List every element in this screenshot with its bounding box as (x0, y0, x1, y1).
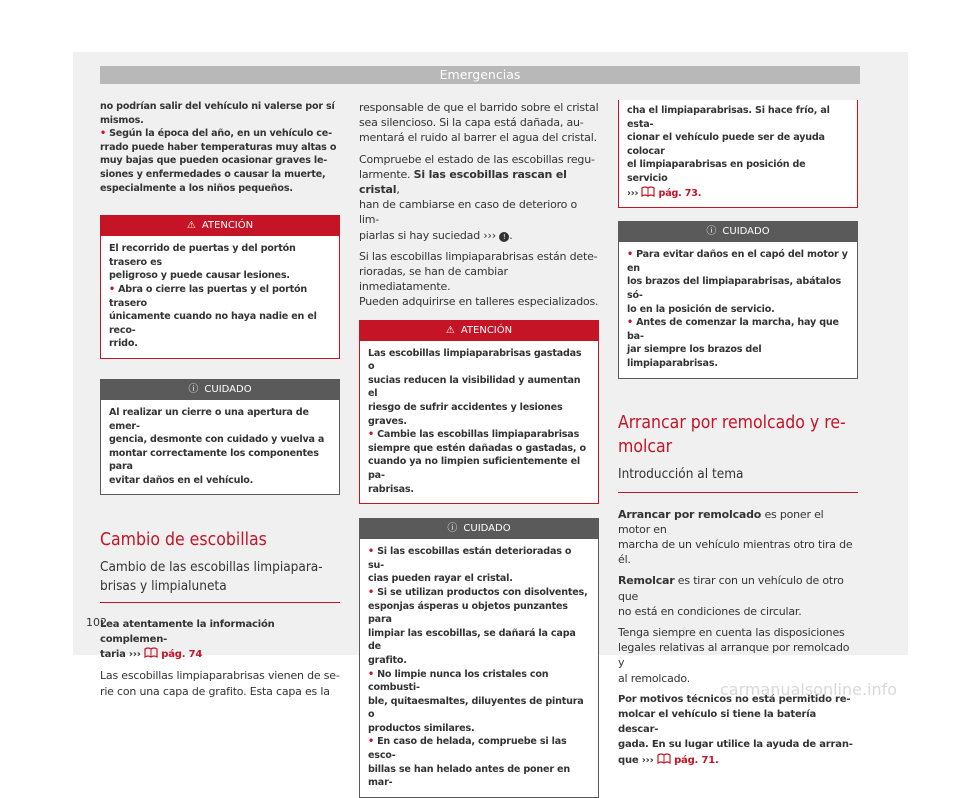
book-icon (641, 186, 655, 197)
warning-box-continued (618, 100, 858, 208)
bullet-icon: • (627, 317, 633, 329)
caution-box (618, 221, 858, 378)
info-icon: ⓘ (188, 383, 199, 395)
section-title: Arrancar por remolcado y re- molcar (618, 412, 846, 457)
bullet-icon: • (109, 283, 115, 295)
watermark: carmanualsonline.info (720, 680, 898, 699)
warning-box (359, 320, 599, 505)
caution-header: ⓘ CUIDADO (360, 519, 598, 539)
paragraph: Compruebe el estado de las escobillas regu- larmente. Si las escobillas rascan el cristal, han de cambiarse en caso de deterioro o lim- piarlas si hay suciedad ››› ! . (359, 152, 595, 242)
caution-body: Al realizar un cierre o una apertura de emer- gencia, desmonte con cuidado y vuelva a montar correctamente los componentes para evitar daños en el vehículo. (109, 406, 325, 486)
column-2 (359, 100, 599, 798)
caution-box (359, 518, 599, 798)
page-reference-link[interactable]: pág. 71. (674, 754, 719, 766)
bullet-icon: • (368, 736, 374, 748)
caution-box (100, 379, 340, 496)
book-icon (144, 647, 158, 658)
page-number: 102 (86, 616, 107, 629)
warning-box (100, 215, 340, 359)
bullet-icon: • (368, 546, 374, 558)
column-3 (618, 100, 858, 768)
paragraph: Remolcar es tirar con un vehículo de otro que no está en condiciones de circular. (618, 574, 844, 618)
warning-body: Las escobillas limpiaparabrisas gastadas o sucias reducen la visibilidad y aumentan el riesgo de sufrir accidentes y lesiones graves. • Cambie las escobillas limpiaparabrisas siempre que estén dañadas o gastadas, o cuando ya no limpien suficientemente el pa- rabrisas. (368, 347, 586, 495)
info-icon: ⓘ (447, 523, 458, 535)
info-icon: ⓘ (706, 226, 717, 238)
intro-text: no podrían salir del vehículo ni valerse por sí mismos. (100, 101, 335, 126)
read-note: Lea atentamente la información complemen- taria ››› pág. 74 (100, 619, 275, 661)
bullet-icon: • (368, 429, 374, 441)
caution-header: ⓘ CUIDADO (101, 380, 339, 400)
paragraph: responsable de que el barrido sobre el cristal sea silencioso. Si la capa está dañada, au- mentará el ruido al barrer el agua del cristal. (359, 101, 599, 145)
warning-reference-icon: ! (499, 232, 509, 242)
subsection-title: Introducción al tema (618, 465, 858, 493)
paragraph: Las escobillas limpiaparabrisas vienen de se- rie con una capa de grafito. Esta capa es la (100, 669, 340, 698)
section-title: Cambio de escobillas (100, 530, 267, 551)
page-reference-link[interactable]: pág. 74 (161, 649, 203, 661)
warning-header: ⚠ ATENCIÓN (101, 216, 339, 236)
column-1 (100, 100, 340, 705)
bullet-icon: • (368, 668, 374, 680)
caution-body: • Para evitar daños en el capó del motor y en los brazos del limpiaparabrisas, abátalos só- lo en la posición de servicio. • Antes de comenzar la marcha, hay que ba- jar siempre los brazos del limpiaparabrisas. (627, 249, 848, 369)
paragraph: Tenga siempre en cuenta las disposiciones legales relativas al arranque por remolcado y al remolcado. (618, 625, 850, 685)
bullet-icon: • (368, 586, 374, 598)
paragraph: Arrancar por remolcado es poner el motor en marcha de un vehículo mientras otro tira de él. (618, 507, 853, 567)
warning-body: El recorrido de puertas y del portón trasero es peligroso y puede causar lesiones. • Abra o cierre las puertas y el portón trasero únicamente cuando no haya nadie en el reco- rrido. (109, 243, 317, 350)
subsection-title: Cambio de las escobillas limpiapara- brisas y limpialuneta (100, 558, 340, 603)
bullet-icon: • (100, 128, 106, 140)
paragraph: Si las escobillas limpiaparabrisas están dete- rioradas, se han de cambiar inmediatamente. Pueden adquirirse en talleres especializados. (359, 249, 599, 309)
warning-icon: ⚠ (445, 324, 455, 336)
paragraph-bold: Por motivos técnicos no está permitido re- molcar el vehículo si tiene la batería descar- gada. En su lugar utilice la ayuda de arran- que ››› pág. 71. (618, 693, 853, 766)
book-icon (657, 753, 671, 764)
warning-icon: ⚠ (186, 220, 196, 232)
page-reference-link[interactable]: pág. 73. (658, 187, 702, 199)
bullet-icon: • (627, 249, 633, 261)
bullet-item: • Según la época del año, en un vehículo ce- rrado puede haber temperaturas muy altas o muy bajas que pueden ocasionar graves le- siones y enfermedades o causar la muerte, especialmente a los niños pequeños. (100, 128, 337, 194)
warning-header: ⚠ ATENCIÓN (360, 321, 598, 341)
caution-body: • Si las escobillas están deterioradas o su- cias pueden rayar el cristal. • Si se utilizan productos con disolventes, esponjas ásperas u objetos punzantes para limpiar las escobillas, se dañará la capa de grafito. • No limpie nunca los cristales con combusti- ble, quitaesmaltes, diluyentes de pintura o productos similares. • En caso de helada, compruebe si las esco- billas se han helado antes de poner en mar- (368, 546, 588, 789)
page-header: Emergencias (100, 66, 860, 84)
warning-body: cha el limpiaparabrisas. Si hace frío, al esta- cionar el vehículo puede ser de ayuda colocar el limpiaparabrisas en posición de servicio ››› pág. 73. (627, 105, 830, 199)
caution-header: ⓘ CUIDADO (619, 222, 857, 242)
